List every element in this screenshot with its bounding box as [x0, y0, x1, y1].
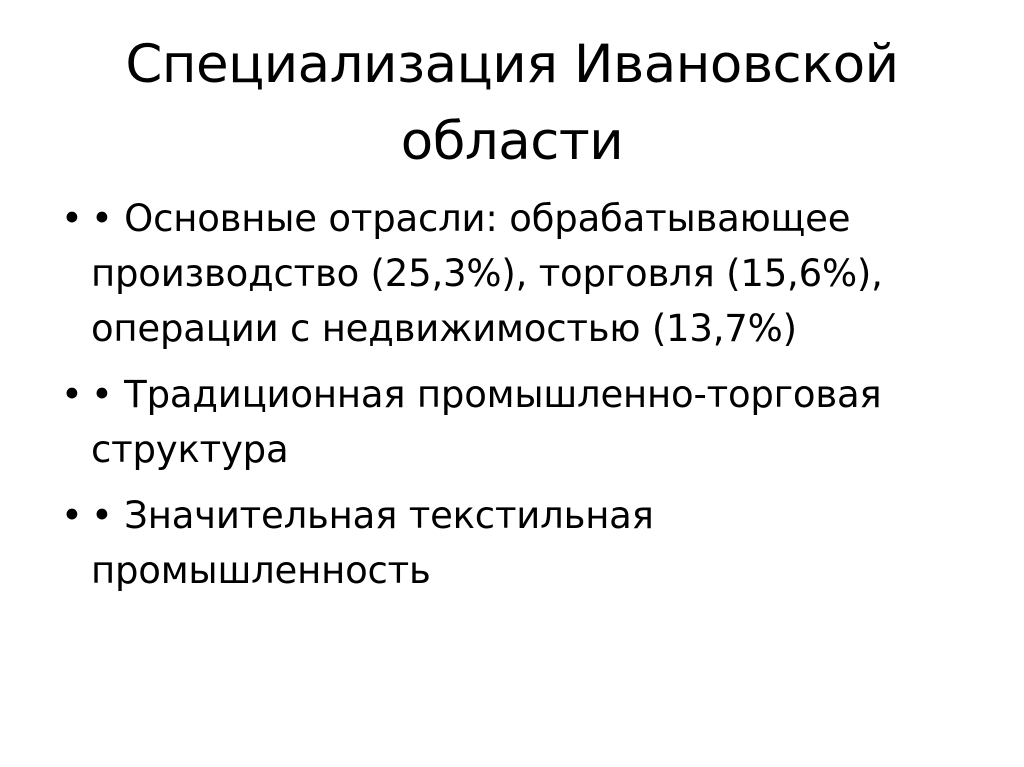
bullet-text-line: промышленность: [91, 549, 431, 592]
bullet-item-main-industries: [0, 191, 1014, 356]
bullet-item-traditional-structure: [0, 367, 1014, 477]
bullet-marker: •: [61, 494, 83, 537]
bullet-text-line: • Традиционная промышленно-торговая: [91, 373, 882, 416]
bullet-text-line: • Значительная текстильная: [91, 494, 654, 537]
bullet-marker: •: [61, 373, 83, 416]
bullet-text: [91, 191, 1014, 356]
bullet-text: [91, 367, 1014, 477]
bullet-marker: •: [61, 197, 83, 240]
bullet-text: [91, 488, 1014, 598]
bullet-item-textile-industry: [0, 488, 1014, 598]
bullet-text-line: • Основные отрасли: обрабатывающее: [91, 197, 851, 240]
bullet-text-line: структура: [91, 428, 289, 471]
bullet-text-line: производство (25,3%), торговля (15,6%),: [91, 252, 883, 295]
bullet-text-line: операции с недвижимостью (13,7%): [91, 307, 797, 350]
title-line: области: [400, 111, 624, 172]
title-line: Специализация Ивановской: [125, 34, 899, 95]
slide-title: [0, 26, 1024, 180]
bullet-list: [0, 191, 1014, 609]
